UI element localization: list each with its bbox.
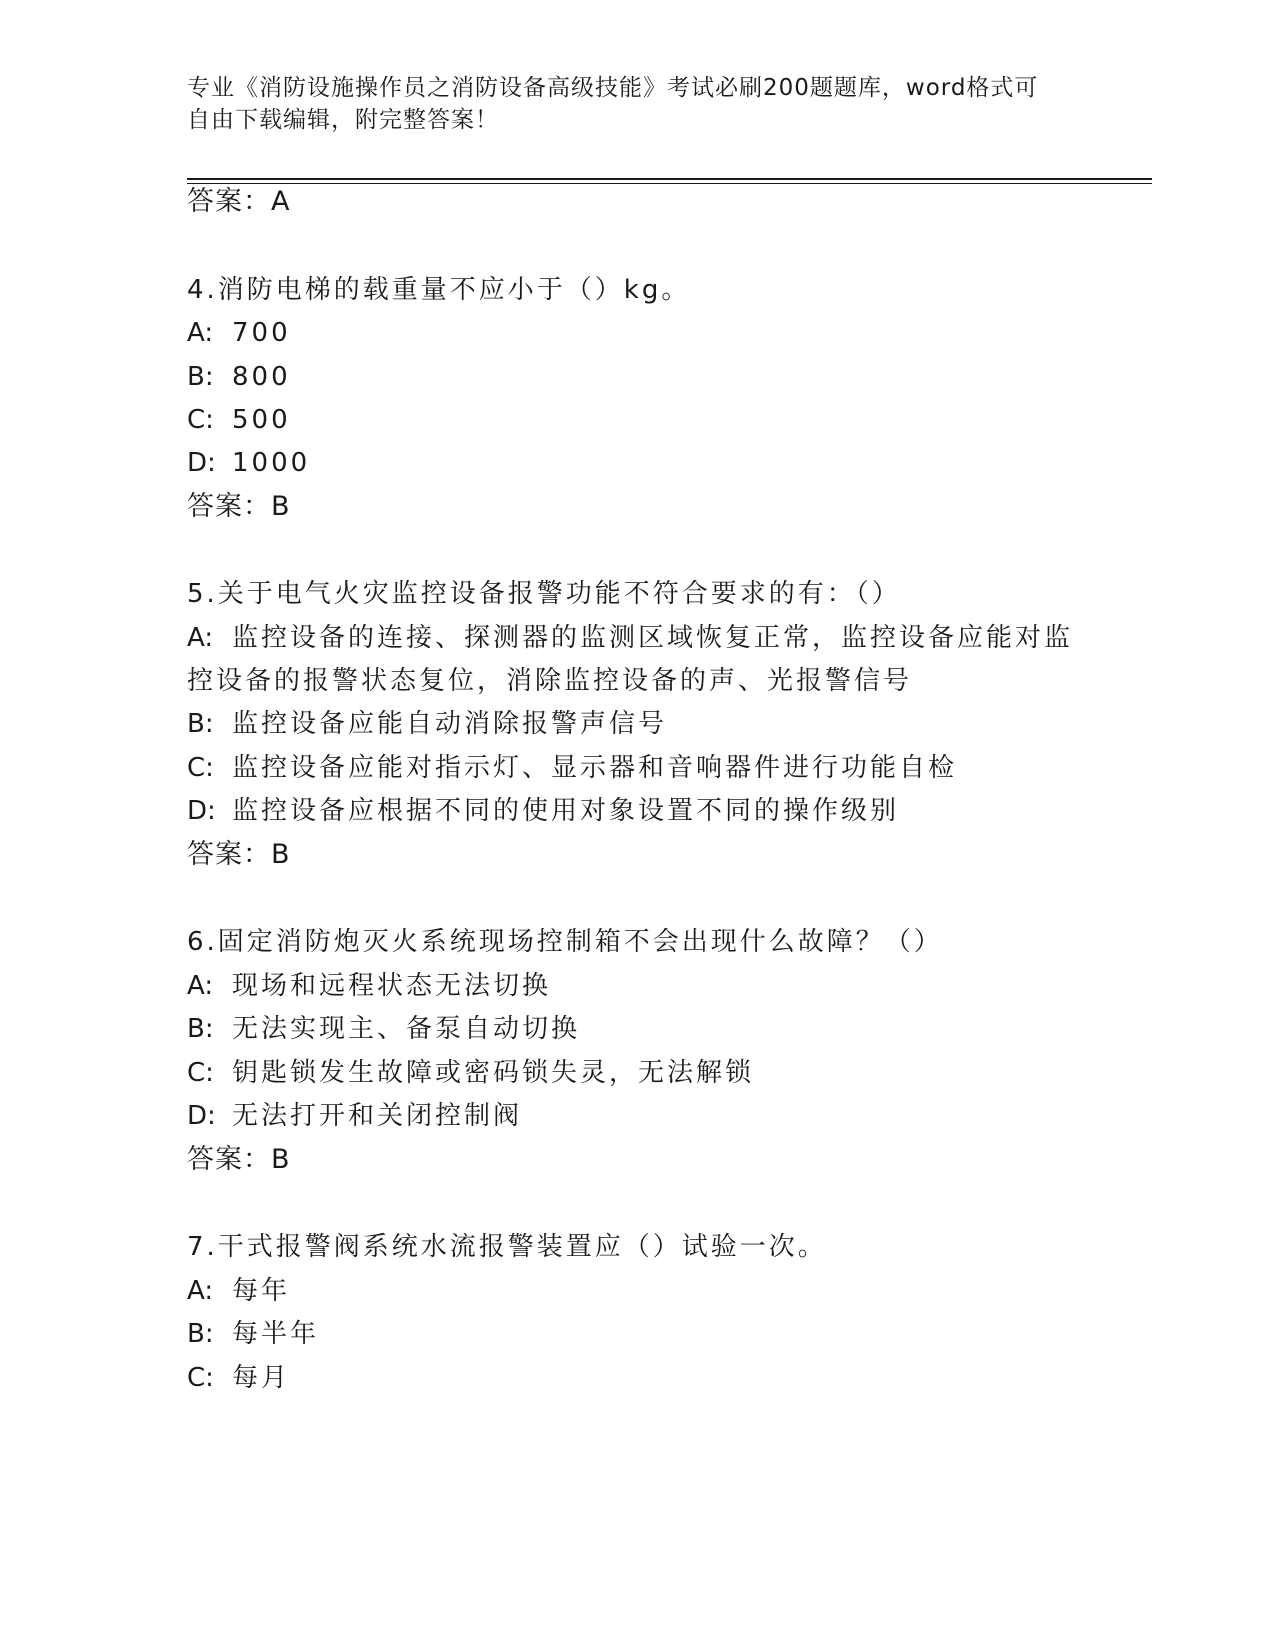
option-text: 无法打开和关闭控制阀 (232, 1101, 523, 1131)
option-item (187, 1055, 754, 1091)
question-text: 5.关于电气火灾监控设备报警功能不符合要求的有：（） (187, 579, 901, 609)
header-divider (187, 178, 1152, 180)
option-text: 现场和远程状态无法切换 (232, 971, 552, 1001)
answer-line: 答案：A (187, 186, 291, 217)
option-text: 700 (232, 318, 291, 348)
option-text: 500 (232, 405, 291, 435)
option-letter: B: (187, 1014, 214, 1044)
option-item (187, 1316, 319, 1352)
header-divider-thin (187, 183, 1152, 184)
option-item (187, 1360, 290, 1396)
option-item (187, 968, 551, 1004)
option-letter: C: (187, 753, 214, 783)
question-text: 6.固定消防炮灭火系统现场控制箱不会出现什么故障？（） (187, 927, 943, 957)
header-line-1: 专业《消防设施操作员之消防设备高级技能》考试必刷200题题库，word格式可 (187, 75, 1039, 101)
option-item (187, 793, 899, 829)
option-item (187, 315, 291, 351)
header-line-2: 自由下载编辑，附完整答案！ (187, 107, 499, 133)
option-letter: A: (187, 1276, 214, 1306)
option-letter: C: (187, 1363, 214, 1393)
option-letter: B: (187, 362, 214, 392)
option-text: 监控设备应能对指示灯、显示器和音响器件进行功能自检 (232, 753, 958, 783)
option-text: 监控设备应能自动消除报警声信号 (232, 709, 668, 739)
option-text: 钥匙锁发生故障或密码锁失灵，无法解锁 (232, 1058, 755, 1088)
option-item (187, 402, 291, 438)
option-item (187, 359, 291, 395)
option-letter: D: (187, 1101, 216, 1131)
option-item (187, 1098, 522, 1134)
option-continuation: 控设备的报警状态复位，消除监控设备的声、光报警信号 (187, 666, 913, 696)
document-header (187, 72, 1087, 136)
option-item (187, 750, 957, 786)
option-text: 监控设备应根据不同的使用对象设置不同的操作级别 (232, 796, 900, 826)
question-text: 4.消防电梯的载重量不应小于（）kg。 (187, 275, 691, 305)
option-text: 800 (232, 362, 291, 392)
option-text: 监控设备的连接、探测器的监测区域恢复正常，监控设备应能对监 (232, 623, 1074, 653)
option-letter: C: (187, 1058, 214, 1088)
option-letter: B: (187, 1319, 214, 1349)
option-item (187, 620, 1073, 656)
option-letter: A: (187, 971, 214, 1001)
option-text: 每年 (232, 1276, 291, 1306)
option-text: 每半年 (232, 1319, 320, 1349)
option-text: 每月 (232, 1363, 291, 1393)
option-letter: D: (187, 448, 216, 478)
option-letter: D: (187, 796, 216, 826)
answer-line: 答案：B (187, 839, 291, 870)
answer-line: 答案：B (187, 1144, 291, 1175)
option-text: 1000 (232, 448, 311, 478)
question-text: 7.干式报警阀系统水流报警装置应（）试验一次。 (187, 1232, 827, 1262)
option-letter: A: (187, 623, 214, 653)
option-text: 无法实现主、备泵自动切换 (232, 1014, 581, 1044)
option-item (187, 1273, 290, 1309)
option-letter: A: (187, 318, 214, 348)
answer-line: 答案：B (187, 491, 291, 522)
option-letter: B: (187, 709, 214, 739)
option-letter: C: (187, 405, 214, 435)
option-item (187, 445, 310, 481)
option-item (187, 1011, 580, 1047)
option-item (187, 706, 667, 742)
